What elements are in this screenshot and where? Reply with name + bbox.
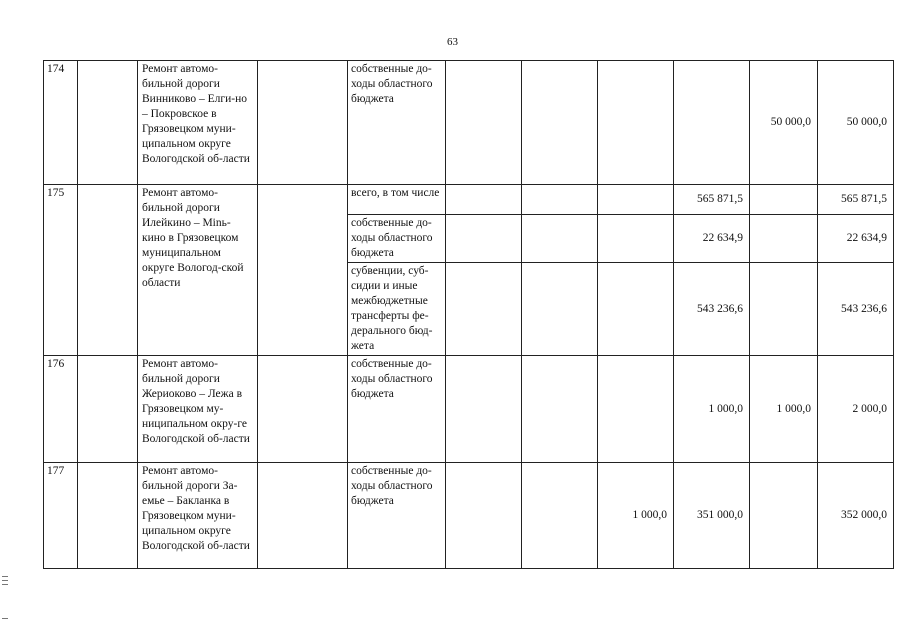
amount-cell <box>750 463 818 569</box>
object-name: Ремонт автомо-бильной дороги Жериоково – Лежа в Грязовецком му-ниципальном окру-ге Вологодской об-ласти <box>138 356 258 463</box>
budget-table <box>43 60 894 569</box>
amount-cell <box>598 61 674 185</box>
amount-cell <box>522 185 598 215</box>
amount-cell <box>750 215 818 263</box>
funding-source: собственные до-ходы областного бюджета <box>348 215 446 263</box>
margin-mark <box>2 618 8 619</box>
empty-cell <box>78 185 138 356</box>
object-name: Ремонт автомо-бильной дороги Илейкино – Мinь-кино в Грязовецком муниципальном округе Вологод-ской области <box>138 185 258 356</box>
amount-cell: 1 000,0 <box>674 356 750 463</box>
empty-cell <box>78 463 138 569</box>
table-row <box>44 463 894 569</box>
empty-cell <box>446 215 522 263</box>
amount-cell <box>522 463 598 569</box>
total-cell: 543 236,6 <box>818 263 894 356</box>
total-cell: 50 000,0 <box>818 61 894 185</box>
total-cell: 352 000,0 <box>818 463 894 569</box>
table-row <box>44 185 894 215</box>
margin-mark <box>2 576 8 577</box>
empty-cell <box>258 356 348 463</box>
total-cell: 22 634,9 <box>818 215 894 263</box>
amount-cell: 22 634,9 <box>674 215 750 263</box>
amount-cell <box>522 215 598 263</box>
total-cell: 2 000,0 <box>818 356 894 463</box>
amount-cell: 543 236,6 <box>674 263 750 356</box>
amount-cell <box>522 356 598 463</box>
page-number: 63 <box>447 36 458 48</box>
empty-cell <box>78 356 138 463</box>
funding-source: собственные до-ходы областного бюджета <box>348 463 446 569</box>
margin-mark <box>2 580 8 581</box>
empty-cell <box>446 356 522 463</box>
empty-cell <box>78 61 138 185</box>
empty-cell <box>446 61 522 185</box>
amount-cell <box>750 185 818 215</box>
table-row <box>44 61 894 185</box>
amount-cell <box>598 356 674 463</box>
amount-cell <box>598 263 674 356</box>
empty-cell <box>258 463 348 569</box>
amount-cell: 1 000,0 <box>750 356 818 463</box>
object-name: Ремонт автомо-бильной дороги За-емье – Бакланка в Грязовецком муни-ципальном округе Вологодской об-ласти <box>138 463 258 569</box>
funding-source: всего, в том числе <box>348 185 446 215</box>
object-name: Ремонт автомо-бильной дороги Винниково – Елги-но – Покровское в Грязовецком муни-ципальном округе Вологодской об-ласти <box>138 61 258 185</box>
empty-cell <box>446 463 522 569</box>
amount-cell <box>522 61 598 185</box>
amount-cell: 1 000,0 <box>598 463 674 569</box>
empty-cell <box>258 185 348 356</box>
row-number: 175 <box>44 185 78 356</box>
row-number: 174 <box>44 61 78 185</box>
amount-cell <box>598 215 674 263</box>
row-number: 176 <box>44 356 78 463</box>
funding-source: собственные до-ходы областного бюджета <box>348 61 446 185</box>
amount-cell: 50 000,0 <box>750 61 818 185</box>
total-cell: 565 871,5 <box>818 185 894 215</box>
amount-cell <box>598 185 674 215</box>
amount-cell: 565 871,5 <box>674 185 750 215</box>
amount-cell <box>750 263 818 356</box>
amount-cell: 351 000,0 <box>674 463 750 569</box>
funding-source: собственные до-ходы областного бюджета <box>348 356 446 463</box>
row-number: 177 <box>44 463 78 569</box>
empty-cell <box>446 263 522 356</box>
margin-mark <box>2 584 8 585</box>
empty-cell <box>258 61 348 185</box>
amount-cell <box>674 61 750 185</box>
table-row <box>44 356 894 463</box>
empty-cell <box>446 185 522 215</box>
amount-cell <box>522 263 598 356</box>
funding-source: субвенции, суб-сидии и иные межбюджетные трансферты фе-дерального бюд-жета <box>348 263 446 356</box>
